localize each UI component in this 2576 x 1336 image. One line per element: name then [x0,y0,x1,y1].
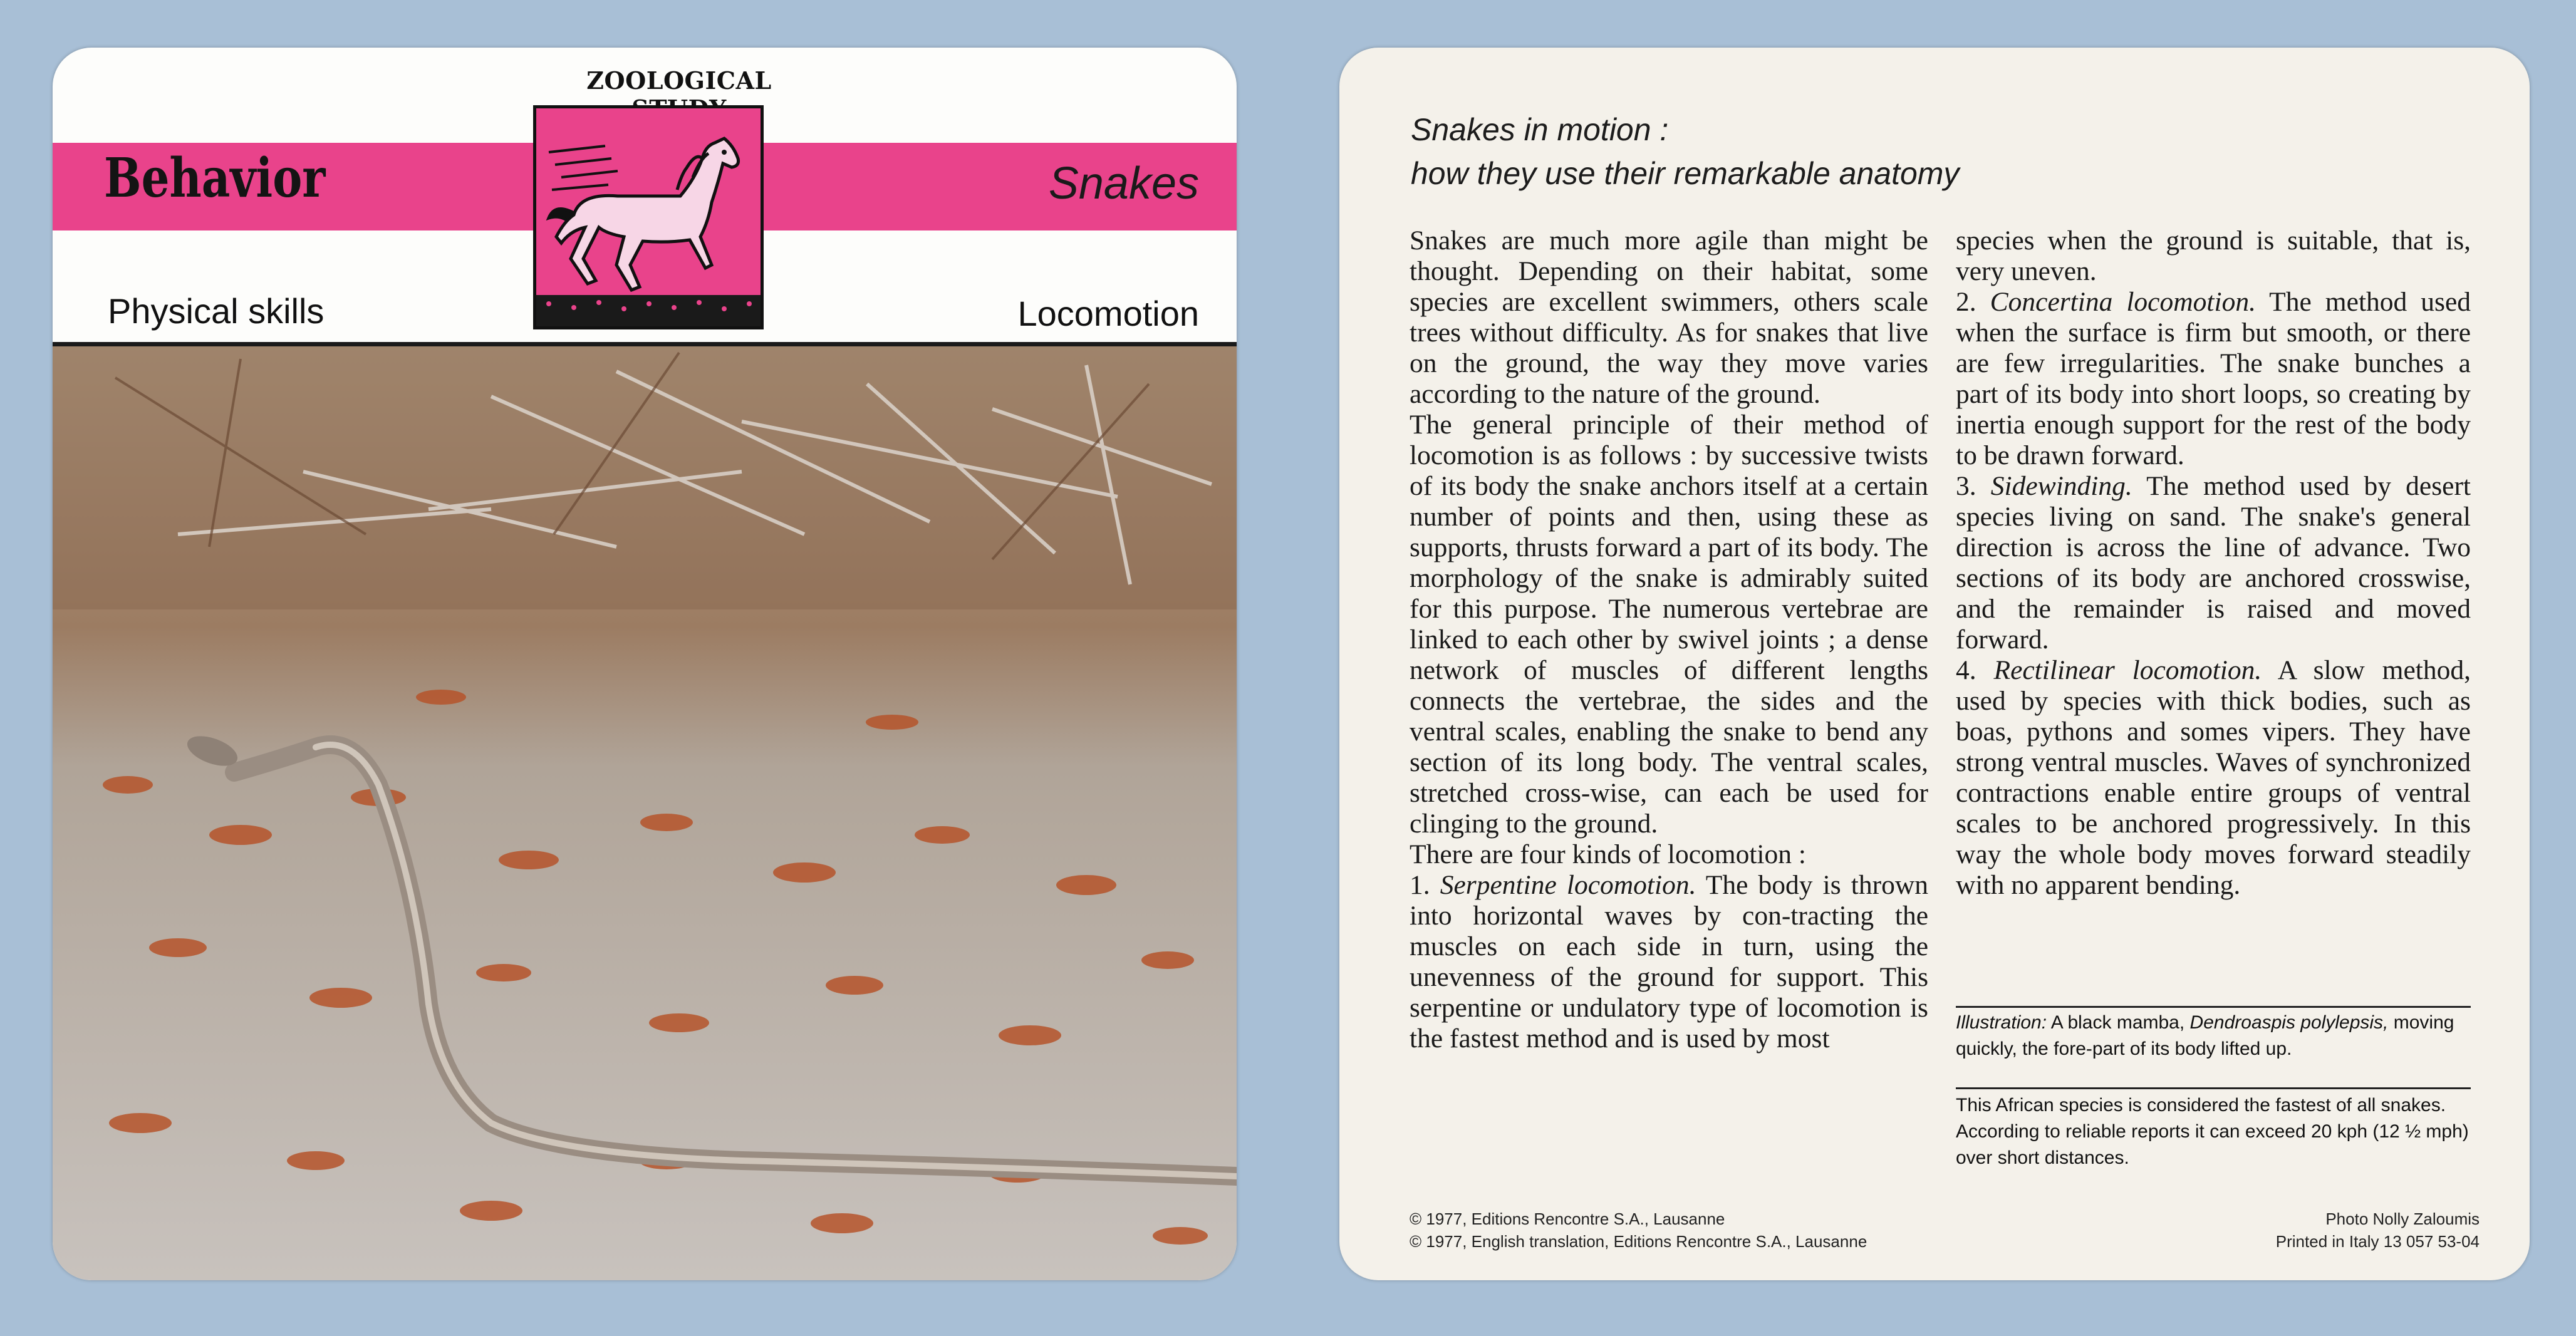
subcategory-label: Physical skills [108,291,325,331]
header-divider [53,342,1237,346]
credits [2276,1208,2480,1253]
paragraph: The general principle of their method of locomotion is as follows : by successive twists of its body the snake anchors itself at a certain number of points and then, using these as supports, thrusts forward a part of its body. The morphology of the snake is admirably suited for this purpose. The numerous vertebrae are linked to each other by swivel joints ; a dense network of muscles of different lengths connects the vertebrae, the sides and the ventral scales, enabling the snake to bend any section of its long body. The ventral scales, stretched cross-wise, can each be used for clinging to the ground. [1410,410,1928,839]
title-line-2: how they use their remarkable anatomy [1411,156,1960,191]
left-column [1410,225,1928,1054]
subject-title: Snakes [1048,158,1199,209]
category-title: Behavior [104,147,326,210]
paragraph: species when the ground is suitable, that is, very uneven. [1956,225,2471,286]
paragraph: 4. Rectilinear locomotion. A slow method, used by species with thick bodies, such as boas, pythons and somes vipers. They have strong ventral muscles. Waves of synchronized contractions enable entire groups of ventral scales to be anchored progressively. In this way the whole body moves forward steadily with no apparent bending. [1956,655,2471,900]
fact-text: This African species is considered the fastest of all snakes. According to reliable reports it can exceed 20 kph (12 ½ mph) over short distances. [1956,1095,2469,1168]
series-label: ZOOLOGICAL [586,66,772,95]
right-column [1956,225,2471,901]
article-title [1411,108,1959,195]
snake-photo [53,346,1237,1280]
title-line-1: Snakes in motion : [1411,112,1669,147]
paragraph: 3. Sidewinding. The method used by desert species living on sand. The snake's general direction is across the line of advance. Two sections of its body are anchored crosswise, and the remainder is raised and moved forward. [1956,471,2471,655]
caption-rule [1956,1006,2471,1008]
card-back [1339,48,2530,1280]
paragraph: 2. Concertina locomotion. The method used when the surface is firm but smooth, or there are few irregularities. The snake bunches a part of its body into short loops, so creating by inertia enough support for the rest of the body to be drawn forward. [1956,287,2471,470]
topic-label: Locomotion [1017,294,1199,333]
logo-box [533,105,764,329]
fact-rule [1956,1087,2471,1089]
photo-credit: Photo Nolly Zaloumis [2325,1209,2480,1228]
print-info: Printed in Italy 13 057 53-04 [2275,1232,2480,1251]
card-front [53,48,1237,1280]
running-horse-icon [536,108,761,326]
illustration-caption: Illustration: A black mamba, Dendroaspis polylepsis, moving quickly, the fore-part of its body lifted up. [1956,1012,2454,1059]
paragraph: There are four kinds of locomotion : [1410,839,1806,869]
copyright: © 1977, Editions Rencontre S.A., Lausanne © 1977, English translation, Editions Rencontre S.A., Lausanne [1410,1209,1867,1251]
paragraph: Snakes are much more agile than might be thought. Depending on their habitat, some species are excellent swimmers, others scale trees without difficulty. As for snakes that live on the ground, the way they move varies according to the nature of the ground. [1410,225,1928,409]
paragraph: 1. Serpentine locomotion. The body is thrown into horizontal waves by con-tracting the muscles on each side in turn, using the unevenness of the ground for support. This serpentine or undulatory type of locomotion is the fastest method and is used by most [1410,870,1928,1054]
